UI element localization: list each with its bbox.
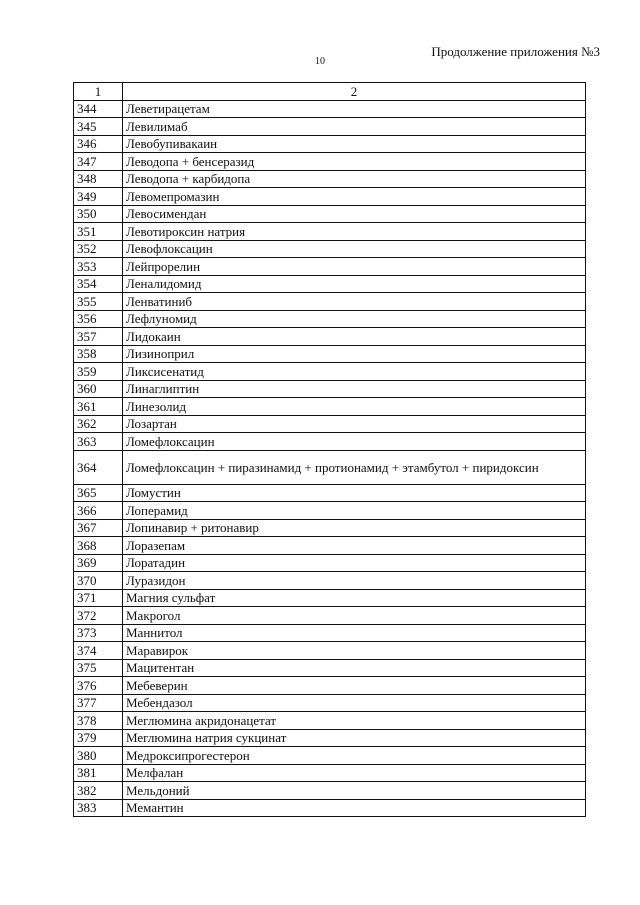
drug-name-cell: Медроксипрогестерон [123, 747, 586, 765]
row-number-cell: 365 [74, 484, 123, 502]
row-number-cell: 354 [74, 275, 123, 293]
drug-name-cell: Лидокаин [123, 328, 586, 346]
drug-name-cell: Леводопа + карбидопа [123, 170, 586, 188]
row-number-cell: 374 [74, 642, 123, 660]
row-number-cell: 376 [74, 677, 123, 695]
drug-name-cell: Лизиноприл [123, 345, 586, 363]
table-row [74, 223, 586, 241]
table-row [74, 502, 586, 520]
row-number-cell: 381 [74, 764, 123, 782]
table-row [74, 782, 586, 800]
table-row [74, 188, 586, 206]
table-row [74, 537, 586, 555]
drug-list-table [73, 82, 586, 817]
drug-name-cell: Левомепромазин [123, 188, 586, 206]
row-number-cell: 362 [74, 415, 123, 433]
table-row [74, 240, 586, 258]
row-number-cell: 359 [74, 363, 123, 381]
row-number-cell: 348 [74, 170, 123, 188]
drug-name-cell: Леналидомид [123, 275, 586, 293]
drug-name-cell: Лоперамид [123, 502, 586, 520]
drug-name-cell: Луразидон [123, 572, 586, 590]
drug-name-cell: Лефлуномид [123, 310, 586, 328]
drug-name-cell: Линезолид [123, 398, 586, 416]
row-number-cell: 352 [74, 240, 123, 258]
drug-name-cell: Меглюмина акридонацетат [123, 712, 586, 730]
table-row [74, 380, 586, 398]
row-number-cell: 368 [74, 537, 123, 555]
table-header-row [74, 83, 586, 101]
table-body [74, 100, 586, 817]
table-row [74, 258, 586, 276]
row-number-cell: 356 [74, 310, 123, 328]
drug-name-cell: Мельдоний [123, 782, 586, 800]
table-row [74, 764, 586, 782]
row-number-cell: 360 [74, 380, 123, 398]
table-row [74, 484, 586, 502]
table-row [74, 624, 586, 642]
row-number-cell: 378 [74, 712, 123, 730]
row-number-cell: 371 [74, 589, 123, 607]
table-row [74, 100, 586, 118]
drug-name-cell: Ликсисенатид [123, 363, 586, 381]
drug-name-cell: Ленватиниб [123, 293, 586, 311]
table-row [74, 589, 586, 607]
table-row [74, 519, 586, 537]
table-row [74, 135, 586, 153]
table-row [74, 450, 586, 484]
row-number-cell: 347 [74, 153, 123, 171]
table-row [74, 310, 586, 328]
row-number-cell: 361 [74, 398, 123, 416]
drug-name-cell: Левосимендан [123, 205, 586, 223]
drug-name-cell: Мелфалан [123, 764, 586, 782]
table-row [74, 293, 586, 311]
table-row [74, 345, 586, 363]
table-row [74, 275, 586, 293]
row-number-cell: 357 [74, 328, 123, 346]
table-row [74, 729, 586, 747]
table-row [74, 607, 586, 625]
row-number-cell: 350 [74, 205, 123, 223]
table-row [74, 659, 586, 677]
drug-name-cell: Лоратадин [123, 554, 586, 572]
table-row [74, 642, 586, 660]
table-row [74, 205, 586, 223]
drug-name-cell: Ломустин [123, 484, 586, 502]
table-row [74, 747, 586, 765]
drug-name-cell: Лоразепам [123, 537, 586, 555]
table-row [74, 712, 586, 730]
row-number-cell: 364 [74, 450, 123, 484]
drug-name-cell: Левобупивакаин [123, 135, 586, 153]
drug-name-cell: Мебендазол [123, 694, 586, 712]
row-number-cell: 382 [74, 782, 123, 800]
drug-name-cell: Макрогол [123, 607, 586, 625]
row-number-cell: 345 [74, 118, 123, 136]
drug-name-cell: Мебеверин [123, 677, 586, 695]
drug-name-cell: Мацитентан [123, 659, 586, 677]
row-number-cell: 349 [74, 188, 123, 206]
row-number-cell: 375 [74, 659, 123, 677]
table-row [74, 398, 586, 416]
row-number-cell: 380 [74, 747, 123, 765]
drug-name-cell: Ломефлоксацин + пиразинамид + протионамид + этамбутол + пиридоксин [123, 450, 586, 484]
row-number-cell: 383 [74, 799, 123, 817]
drug-name-cell: Маравирок [123, 642, 586, 660]
drug-name-cell: Леветирацетам [123, 100, 586, 118]
page-number: 10 [315, 56, 325, 67]
table-row [74, 153, 586, 171]
drug-name-cell: Лозартан [123, 415, 586, 433]
table-row [74, 694, 586, 712]
row-number-cell: 367 [74, 519, 123, 537]
row-number-cell: 366 [74, 502, 123, 520]
drug-name-cell: Левилимаб [123, 118, 586, 136]
row-number-cell: 370 [74, 572, 123, 590]
column-header-name: 2 [123, 83, 586, 101]
row-number-cell: 351 [74, 223, 123, 241]
row-number-cell: 379 [74, 729, 123, 747]
drug-name-cell: Ломефлоксацин [123, 433, 586, 451]
row-number-cell: 346 [74, 135, 123, 153]
row-number-cell: 369 [74, 554, 123, 572]
drug-name-cell: Меглюмина натрия сукцинат [123, 729, 586, 747]
table-row [74, 799, 586, 817]
table-row [74, 328, 586, 346]
drug-name-cell: Левофлоксацин [123, 240, 586, 258]
row-number-cell: 344 [74, 100, 123, 118]
row-number-cell: 353 [74, 258, 123, 276]
row-number-cell: 358 [74, 345, 123, 363]
table-row [74, 572, 586, 590]
table-row [74, 433, 586, 451]
drug-name-cell: Магния сульфат [123, 589, 586, 607]
drug-name-cell: Мемантин [123, 799, 586, 817]
table-row [74, 170, 586, 188]
drug-name-cell: Линаглиптин [123, 380, 586, 398]
row-number-cell: 377 [74, 694, 123, 712]
drug-name-cell: Маннитол [123, 624, 586, 642]
table-row [74, 554, 586, 572]
table-row [74, 363, 586, 381]
appendix-continuation-label: Продолжение приложения №3 [431, 44, 600, 59]
table-row [74, 415, 586, 433]
row-number-cell: 355 [74, 293, 123, 311]
drug-name-cell: Лопинавир + ритонавир [123, 519, 586, 537]
row-number-cell: 363 [74, 433, 123, 451]
drug-name-cell: Левотироксин натрия [123, 223, 586, 241]
table-row [74, 118, 586, 136]
drug-name-cell: Леводопа + бенсеразид [123, 153, 586, 171]
drug-name-cell: Лейпрорелин [123, 258, 586, 276]
row-number-cell: 373 [74, 624, 123, 642]
column-header-number: 1 [74, 83, 123, 101]
row-number-cell: 372 [74, 607, 123, 625]
table-row [74, 677, 586, 695]
